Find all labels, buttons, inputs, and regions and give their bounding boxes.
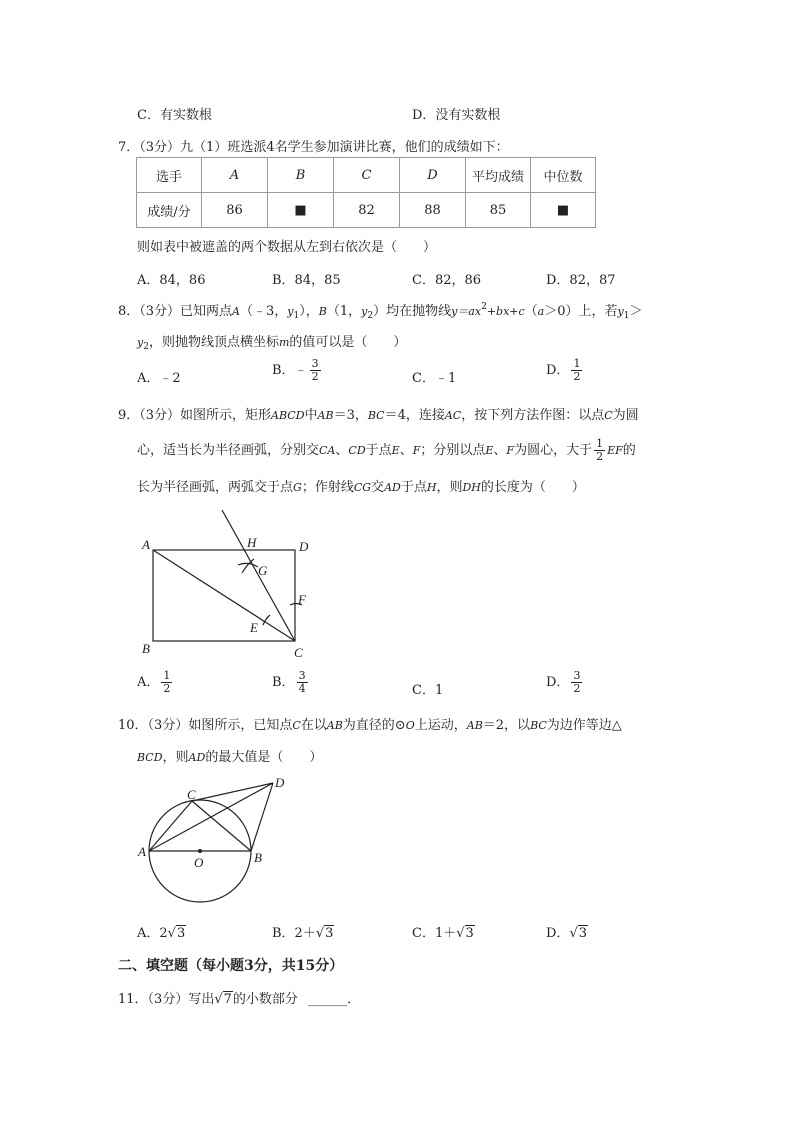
q9-rectangle-figure bbox=[130, 505, 330, 660]
table-header-row bbox=[137, 158, 596, 193]
label-a: A bbox=[138, 844, 146, 859]
q9-line1: 9．（3分）如图所示，矩形ABCD中AB＝3，BC＝4，连接AC，按下列方法作图：以点C为圆 bbox=[118, 408, 639, 423]
q7-stem: 7．（3分）九（1）班选派4名学生参加演讲比赛，他们的成绩如下： bbox=[118, 140, 509, 155]
q6-choice-d: D．没有实数根 bbox=[412, 108, 501, 123]
table-cell: D bbox=[400, 158, 466, 193]
q8-choice-c: C．﹣1 bbox=[412, 371, 457, 386]
q9-choice-b: B． $\frac{3}{4}$ bbox=[272, 669, 306, 695]
q6-choice-c: C．有实数根 bbox=[137, 108, 212, 123]
q8-choice-d: D． $\frac{1}{2}$ bbox=[546, 357, 581, 383]
q9-choice-a: A． $\frac{1}{2}$ bbox=[137, 669, 171, 695]
q10-choice-d: D．√3 bbox=[546, 926, 588, 941]
arc-g2 bbox=[242, 559, 254, 573]
table-cell: A bbox=[202, 158, 268, 193]
q7-question: 则如表中被遮盖的两个数据从左到右依次是（ ） bbox=[137, 240, 437, 255]
q9-choice-c: C．1 bbox=[412, 683, 444, 698]
table-row bbox=[137, 193, 596, 228]
q7-choice-b: B．84，85 bbox=[272, 273, 341, 288]
table-cell: 选手 bbox=[137, 158, 202, 193]
section-heading: 二、填空题（每小题3分，共15分） bbox=[118, 958, 344, 974]
label-a: A bbox=[142, 537, 150, 552]
q7-score-table bbox=[136, 157, 596, 228]
table-cell: 88 bbox=[400, 193, 466, 228]
table-cell: 86 bbox=[202, 193, 268, 228]
table-cell: 82 bbox=[334, 193, 400, 228]
q10-line2: BCD，则AD的最大值是（ ） bbox=[137, 750, 323, 765]
label-c: C bbox=[187, 787, 196, 802]
label-o: O bbox=[194, 855, 204, 870]
table-cell: C bbox=[334, 158, 400, 193]
q8-choice-b: B．﹣ $\frac{3}{2}$ bbox=[272, 357, 319, 383]
label-b: B bbox=[142, 641, 150, 656]
q10-choice-b: B．2＋√3 bbox=[272, 926, 334, 941]
q7-choice-c: C．82，86 bbox=[412, 273, 482, 288]
q8-line1: 8．（3分）已知两点A（﹣3，$y_1$），B（1，$y_2$）均在抛物线$y=ax^2+bx+c(a>0)$上，若$y_1>$ bbox=[118, 302, 643, 321]
label-d: D bbox=[299, 539, 309, 554]
label-f: F bbox=[298, 592, 306, 607]
q10-circle-figure bbox=[130, 772, 300, 917]
center-point bbox=[198, 849, 202, 853]
label-g: G bbox=[258, 563, 268, 578]
table-cell: 中位数 bbox=[531, 158, 596, 193]
label-c: C bbox=[294, 645, 303, 660]
q8-choice-a: A．﹣2 bbox=[137, 371, 181, 386]
table-cell: 平均成绩 bbox=[466, 158, 531, 193]
answer-blank[interactable]: ______ bbox=[308, 992, 348, 1007]
diagonal-ac bbox=[153, 550, 295, 641]
table-cell: ■ bbox=[531, 193, 596, 228]
table-cell: B bbox=[268, 158, 334, 193]
q8-line2: $y_2$，则抛物线顶点横坐标m的值可以是（ ） bbox=[137, 335, 407, 352]
q10-line1: 10．（3分）如图所示，已知点C在以AB为直径的⊙O上运动，AB＝2，以BC为边作等边△ bbox=[118, 718, 622, 733]
q10-choice-c: C．1＋√3 bbox=[412, 926, 474, 941]
q7-choice-d: D．82，87 bbox=[546, 273, 616, 288]
table-cell: 成绩/分 bbox=[137, 193, 202, 228]
segment-cd bbox=[192, 783, 273, 801]
label-b: B bbox=[254, 850, 262, 865]
label-e: E bbox=[250, 620, 258, 635]
q11-line: 11．（3分）写出√7的小数部分 ______． bbox=[118, 992, 361, 1007]
table-cell: ■ bbox=[268, 193, 334, 228]
q9-line2: 心，适当长为半径画弧，分别交CA、CD于点E、F；分别以点E、F为圆心，大于 $\frac{1}{2}$ EF的 bbox=[137, 437, 636, 463]
label-h: H bbox=[247, 535, 257, 550]
q10-choice-a: A．2√3 bbox=[137, 926, 186, 941]
arc-e bbox=[263, 615, 270, 625]
table-cell: 85 bbox=[466, 193, 531, 228]
q9-choice-d: D． $\frac{3}{2}$ bbox=[546, 669, 581, 695]
q7-choice-a: A．84，86 bbox=[137, 273, 206, 288]
q9-line3: 长为半径画弧，两弧交于点G；作射线CG交AD于点H，则DH的长度为（ ） bbox=[137, 480, 585, 495]
segment-cb bbox=[192, 801, 251, 851]
label-d: D bbox=[275, 775, 285, 790]
